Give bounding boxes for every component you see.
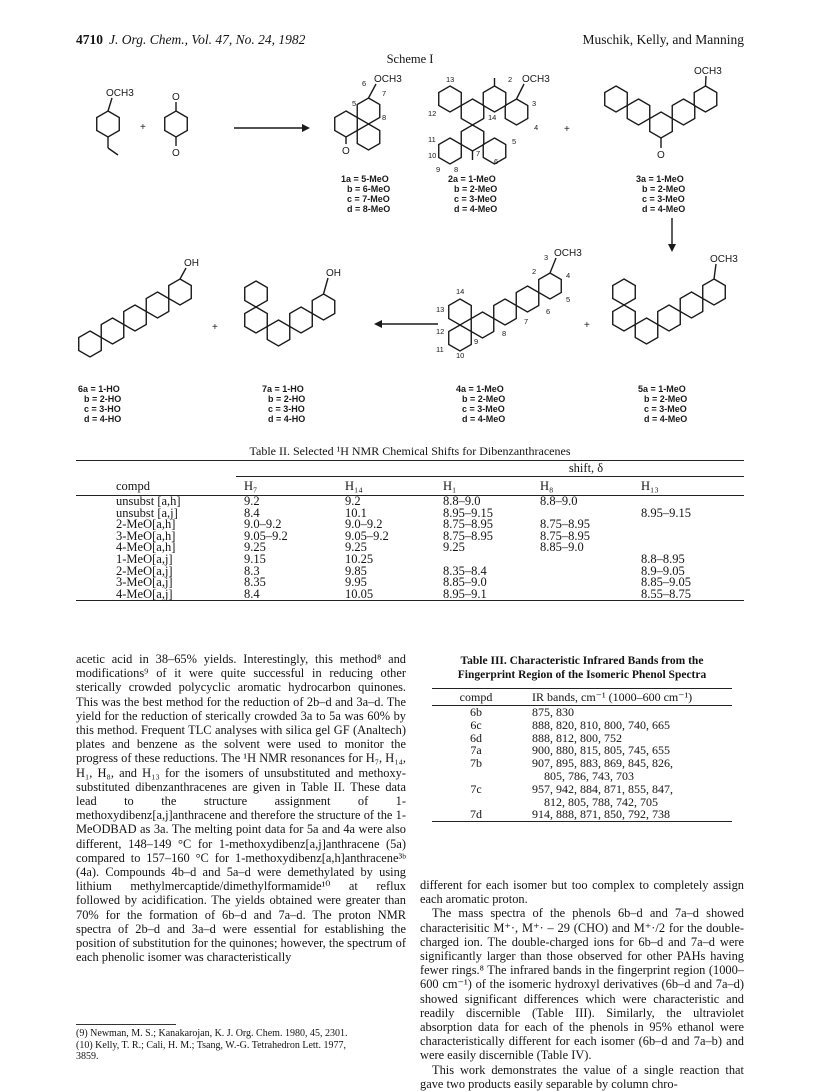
shift-cell: 8.35 [244,575,266,590]
intermediate-1 [335,74,402,214]
compound-cell: 3-MeO[a,j] [116,575,173,590]
caption-line: Fingerprint Region of the Isomeric Phenol Spectra [457,668,707,681]
position-number: 4 [534,123,539,132]
table2-caption: Table II. Selected ¹H NMR Chemical Shifts for Dibenzanthracenes [249,444,571,458]
compound-label: c = 3-MeO [454,194,497,204]
plus-sign: + [584,320,590,331]
compound-cell: 7d [470,807,482,822]
compound-cell: 4-MeO[a,h] [116,540,176,555]
ir-bands-cell: 900, 880, 815, 805, 745, 655 [532,743,670,758]
paragraph: different for each isomer but too complex to completely assign each aromatic proton. [420,878,744,907]
shift-cell: 8.75–8.95 [443,528,493,543]
compound-label: b = 2-MeO [454,184,498,194]
shift-cell: 9.0–9.2 [345,517,383,532]
position-number: 5 [352,99,357,108]
oxygen-label: O [657,150,665,161]
compound-label: 1a = 5-MeO [341,174,389,184]
ir-bands-cell: 914, 888, 871, 850, 792, 738 [532,807,670,822]
compound-label: d = 8-MeO [347,204,391,214]
position-number: 8 [502,329,507,338]
table-row [432,719,732,732]
compound-label: c = 3-MeO [644,404,687,414]
shift-cell: 8.4 [244,505,260,520]
dibenzanthracene-5 [613,254,738,424]
position-number: 7 [476,149,481,158]
compound-cell: 3-MeO[a,h] [116,528,176,543]
position-number: 5 [566,295,571,304]
plus-sign: + [564,124,570,135]
compound-label: d = 4-MeO [462,414,506,424]
ir-bands-cell: 888, 820, 810, 800, 740, 665 [532,717,670,732]
compound-cell: 7a [470,743,482,758]
shift-cell: 10.05 [345,586,374,601]
table-row [76,586,744,601]
compound-label: d = 4-HO [84,414,122,424]
table-row [76,505,744,520]
position-number: 6 [494,157,499,166]
position-number: 7 [382,89,387,98]
oxygen-label: O [172,92,180,103]
col-header: compd [116,479,151,493]
col-header: compd [459,690,493,704]
compound-label: c = 3-HO [268,404,305,414]
reactant-methoxystyrene [97,88,134,155]
och3-label: OCH3 [554,248,582,259]
compound-label: d = 4-HO [268,414,306,424]
compound-label: b = 2-MeO [642,184,686,194]
compound-label: c = 7-MeO [347,194,390,204]
shift-cell: 9.15 [244,551,266,566]
position-number: 2 [508,75,513,84]
shift-cell: 8.75–8.95 [540,517,590,532]
och3-label: OCH3 [106,88,134,99]
shift-cell: 9.25 [244,540,266,555]
position-number: 3 [532,99,537,108]
product-3-quinone [605,66,722,214]
shift-cell: 8.35–8.4 [443,563,487,578]
arrow-head [302,124,310,132]
col-header: H₁ [443,479,457,493]
left-column-text [76,652,406,964]
shift-cell: 8.95–9.15 [443,505,493,520]
shift-cell: 8.75–8.95 [443,517,493,532]
position-number: 7 [524,317,529,326]
phenol-6 [78,258,199,424]
position-number: 6 [362,79,367,88]
page-number: 4710 [76,32,103,47]
compound-cell: 1-MeO[a,j] [116,551,173,566]
position-number: 10 [456,351,465,360]
reactant-benzoquinone [165,92,188,159]
footnote: (9) Newman, M. S.; Kanakarojan, K. J. Org. Chem. 1980, 45, 2301. [76,1028,348,1039]
shift-cell: 9.25 [443,540,465,555]
footnote-separator [76,1024,176,1025]
och3-label: OCH3 [694,66,722,77]
position-number: 3 [544,253,549,262]
oxygen-label: O [342,146,350,157]
position-number: 14 [456,287,465,296]
col-header: IR bands, cm⁻¹ (1000–600 cm⁻¹) [532,690,693,704]
ir-bands-cell: 805, 786, 743, 703 [544,768,634,783]
position-number: 9 [436,165,441,174]
footnote: 3859. [76,1051,99,1062]
shift-cell: 9.95 [345,575,367,590]
table-header [76,477,744,495]
shift-cell: 8.85–9.0 [540,540,584,555]
table3-body [432,706,732,821]
shift-cell: 8.55–8.75 [641,586,691,601]
nmr-table [76,460,744,601]
shift-cell: 8.75–8.95 [540,528,590,543]
compound-label: d = 4-MeO [642,204,686,214]
compound-label: c = 3-MeO [462,404,505,414]
position-number: 10 [428,151,437,160]
shift-cell: 8.85–9.0 [443,575,487,590]
footnote: (10) Kelly, T. R.; Cali, H. M.; Tsang, W.-G. Tetrahedron Lett. 1977, [76,1039,346,1051]
oxygen-label: O [172,148,180,159]
shift-cell: 9.05–9.2 [345,528,389,543]
footnotes [76,1024,406,1063]
paragraph: The mass spectra of the phenols 6b–d and 7a–d showed characterisitic M⁺·, M⁺· – 29 (CHO) and M⁺·/2 for the double-charged ion. The double-charged ions for 6b–d and 7a–d were significantly larger than those observed for other PAHs having fewer rings.⁸ The infrared bands in the fingerprint region (1000–600 cm⁻¹) of the isomeric hydroxyl derivatives (6b–d and 7a–d) showed significant differences which were characteristic and readily discernible (Table III). Similarly, the ultraviolet absorption data for each of the phenols in 95% ethanol were characteristically different for each isomer (6b–d and 7a–b) and were easily discernible (Table IV). [420,906,744,1063]
compound-label: 2a = 1-MeO [448,174,496,184]
col-header: H₁₃ [641,479,659,493]
right-column-text [420,878,744,1091]
scheme-title: Scheme I [386,52,434,66]
shift-cell: 8.95–9.15 [641,505,691,520]
compound-cell: unsubst [a,h] [116,494,181,508]
plus-sign: + [140,122,146,133]
table-row [432,770,732,783]
table-row [432,783,732,796]
position-number: 13 [446,75,455,84]
compound-cell: 7c [470,781,482,796]
shift-cell: 9.2 [345,494,361,508]
compound-label: b = 2-MeO [462,394,506,404]
compound-label: d = 4-MeO [644,414,688,424]
ir-bands-cell: 907, 895, 883, 869, 845, 826, [532,756,673,771]
shift-cell: 9.0–9.2 [244,517,282,532]
table-row [76,519,744,531]
shift-header: shift, δ [568,461,604,475]
shift-cell: 8.9–9.05 [641,563,685,578]
header-left [76,32,305,48]
col-header: H₈ [540,479,554,493]
position-number: 12 [436,327,445,336]
reaction-scheme [76,62,744,440]
shift-cell: 8.8–9.0 [540,494,578,508]
compound-cell: 6b [470,705,482,719]
table2-body [76,496,744,600]
position-number: 9 [474,337,479,346]
shift-cell: 9.05–9.2 [244,528,288,543]
table-subheader [76,461,744,476]
compound-cell: unsubst [a,j] [116,505,178,520]
position-number: 13 [436,305,445,314]
product-2-quinone [428,74,550,214]
paragraph: acetic acid in 38–65% yields. Interestingly, this method⁸ and modifications⁹ of it were quite successful in reducing other sterically crowded polycyclic aromatic hydrocarbon quinones. This was the best method for the reduction of 2b–d and 3a–d. The yield for the reduction of sterically crowded 3a to 5a was 60% by this method. Frequent TLC analyses with silica gel GF (Analtech) plates and benzene as the solvent were used to monitor the progress of these reductions. The ¹H NMR resonances for H₇, H₁₄, H₁, H₈, and H₁₃ for the isomers of unsubstituted and methoxy-substituted dibenzanthracenes are given in Table II. These data lead to the structure assignment of 1-methoxydibenz[a,j]anthracene and therefore the structure of the 1-MeODBAD as 3a. The melting point data for 5a and 4a were also different, 148–149 °C for 1-methoxydibenz[a,j]anthracene (5a) compared to 157–160 °C for 1-methoxydibenz[a,h]anthracene³ᵇ (4a). Compounds 4b–d and 5a–d were demethylated by using lithium methylmercaptide/dimethylformamide¹⁰ at reflux followed by acidification. The yields obtained were greater than 70% for the formation of 6b–d and 7a–d. The proton NMR spectra of 2b–d and 3a–d were essential for establishing the position of substitution for the quinones; however, the spectrum of each phenolic isomer was characteristically [76,652,406,965]
position-number: 8 [454,165,459,174]
position-number: 12 [428,109,437,118]
compound-label: 7a = 1-HO [262,384,304,394]
shift-cell: 8.4 [244,586,260,601]
ir-bands-cell: 812, 805, 788, 742, 705 [544,794,658,809]
position-number: 2 [532,267,537,276]
arrow-head [374,320,382,328]
compound-cell: 7b [470,756,482,771]
compound-label: 5a = 1-MeO [638,384,686,394]
ir-table [432,688,732,822]
phenol-7 [245,268,341,424]
position-number: 4 [566,271,571,280]
compound-label: 3a = 1-MeO [636,174,684,184]
position-number: 11 [428,135,436,144]
caption-line: Table III. Characteristic Infrared Bands from the [460,655,704,667]
running-header [76,32,744,48]
table-header [432,689,732,705]
och3-label: OCH3 [710,254,738,265]
shift-cell: 8.3 [244,563,260,578]
table-row [76,528,744,543]
oh-label: OH [326,268,341,279]
compound-cell: 6d [470,730,482,745]
shift-cell: 9.25 [345,540,367,555]
och3-label: OCH3 [522,74,550,85]
col-header: H₇ [244,479,258,493]
compound-label: b = 2-HO [268,394,306,404]
ir-bands-cell: 957, 942, 884, 871, 855, 847, [532,781,673,796]
position-number: 5 [512,137,517,146]
position-number: 6 [546,307,551,316]
compound-label: b = 6-MeO [347,184,391,194]
position-number: 11 [436,345,444,354]
compound-label: c = 3-HO [84,404,121,414]
dibenzanthracene-4 [436,248,582,424]
compound-label: 4a = 1-MeO [456,384,504,394]
shift-cell: 8.85–9.05 [641,575,691,590]
ir-bands-cell: 888, 812, 800, 752 [532,730,622,745]
plus-sign: + [212,322,218,333]
ir-bands-cell: 875, 830 [532,705,574,719]
table-row [432,808,732,821]
table-rule [432,821,732,822]
compound-label: d = 4-MeO [454,204,498,214]
och3-label: OCH3 [374,74,402,85]
arrow-head [668,244,676,252]
compound-label: c = 3-MeO [642,194,685,204]
compound-cell: 2-MeO[a,j] [116,563,173,578]
shift-cell: 8.8–8.95 [641,551,685,566]
shift-cell: 8.95–9.1 [443,586,487,601]
col-header: H₁₄ [345,479,363,493]
shift-cell: 8.8–9.0 [443,494,481,508]
compound-label: b = 2-HO [84,394,122,404]
compound-cell: 2-MeO[a,h] [116,517,176,532]
table-row [432,706,732,719]
paragraph: This work demonstrates the value of a single reaction that gave two products easily separable by column chro- [420,1062,744,1091]
shift-cell: 9.2 [244,494,260,508]
journal-citation: J. Org. Chem., Vol. 47, No. 24, 1982 [109,32,306,47]
shift-cell: 10.25 [345,551,374,566]
position-number: 14 [488,113,497,122]
compound-cell: 6c [470,717,482,732]
table3-caption [420,655,744,682]
header-authors: Muschik, Kelly, and Manning [582,32,744,47]
compound-label: b = 2-MeO [644,394,688,404]
oh-label: OH [184,258,199,269]
compound-label: 6a = 1-HO [78,384,120,394]
position-number: 8 [382,113,387,122]
shift-cell: 10.1 [345,505,367,520]
shift-cell: 9.85 [345,563,367,578]
compound-cell: 4-MeO[a,j] [116,586,173,601]
